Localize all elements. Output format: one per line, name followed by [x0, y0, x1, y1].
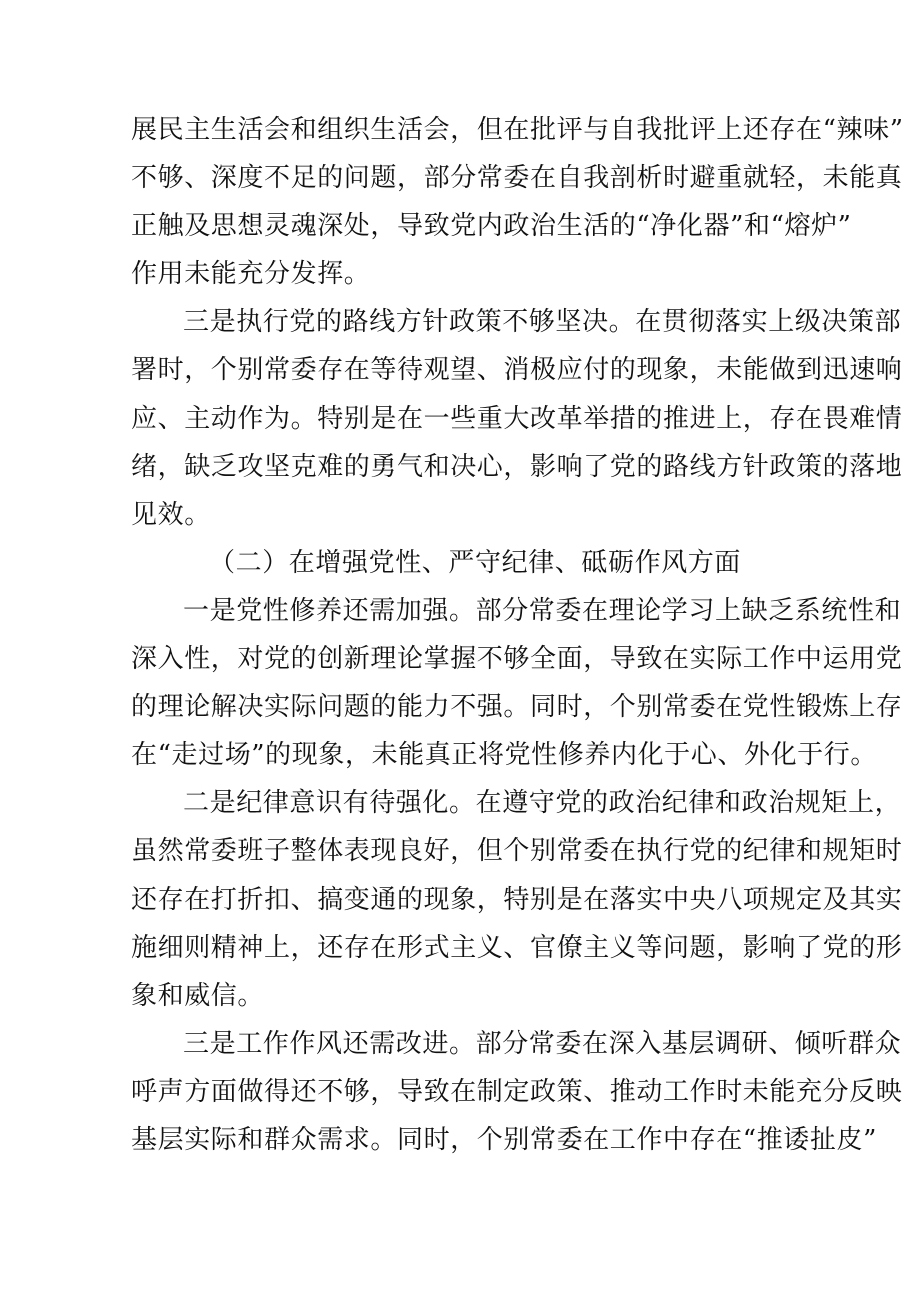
paragraph-policy-execution — [131, 298, 903, 538]
paragraph-discipline — [131, 779, 903, 1019]
text-line: 三是工作作风还需改进。部分常委在深入基层调研、倾听群众 — [183, 1028, 902, 1059]
section-heading-text: （二）在增强党性、严守纪律、砥砺作风方面 — [209, 547, 742, 578]
text-line: 呼声方面做得还不够，导致在制定政策、推动工作时未能充分反映 — [131, 1076, 903, 1107]
text-line: 还存在打折扣、搞变通的现象，特别是在落实中央八项规定及其实 — [131, 884, 903, 915]
text-line: 在“走过场”的现象，未能真正将党性修养内化于心、外化于行。 — [131, 740, 877, 771]
text-line: 不够、深度不足的问题，部分常委在自我剖析时避重就轻，未能真 — [131, 163, 903, 194]
text-line: 署时，个别常委存在等待观望、消极应付的现象，未能做到迅速响 — [131, 355, 903, 386]
document-body — [131, 106, 904, 1164]
text-line: 二是纪律意识有待强化。在遵守党的政治纪律和政治规矩上， — [183, 788, 902, 819]
text-line: 绪，缺乏攻坚克难的勇气和决心，影响了党的路线方针政策的落地 — [131, 451, 903, 482]
text-line: 基层实际和群众需求。同时，个别常委在工作中存在“推诿扯皮” — [131, 1124, 877, 1155]
text-line: 三是执行党的路线方针政策不够坚决。在贯彻落实上级决策部 — [183, 307, 902, 338]
text-line: 展民主生活会和组织生活会，但在批评与自我批评上还存在“辣味” — [131, 115, 904, 145]
text-line: 作用未能充分发挥。 — [131, 259, 371, 290]
text-line: 见效。 — [131, 499, 211, 530]
paragraph-continuation — [131, 106, 904, 298]
text-line: 深入性，对党的创新理论掌握不够全面，导致在实际工作中运用党 — [131, 644, 903, 675]
text-line: 一是党性修养还需加强。部分常委在理论学习上缺乏系统性和 — [183, 595, 902, 626]
text-line: 象和威信。 — [131, 980, 265, 1011]
text-line: 虽然常委班子整体表现良好，但个别常委在执行党的纪律和规矩时 — [131, 836, 903, 867]
paragraph-work-style — [131, 1020, 903, 1164]
text-line: 正触及思想灵魂深处，导致党内政治生活的“净化器”和“熔炉” — [131, 211, 852, 242]
paragraph-party-spirit — [131, 587, 903, 779]
text-line: 的理论解决实际问题的能力不强。同时，个别常委在党性锻炼上存 — [131, 692, 903, 723]
text-line: 应、主动作为。特别是在一些重大改革举措的推进上，存在畏难情 — [131, 403, 903, 434]
section-heading — [131, 539, 797, 587]
text-line: 施细则精神上，还存在形式主义、官僚主义等问题，影响了党的形 — [131, 932, 903, 963]
